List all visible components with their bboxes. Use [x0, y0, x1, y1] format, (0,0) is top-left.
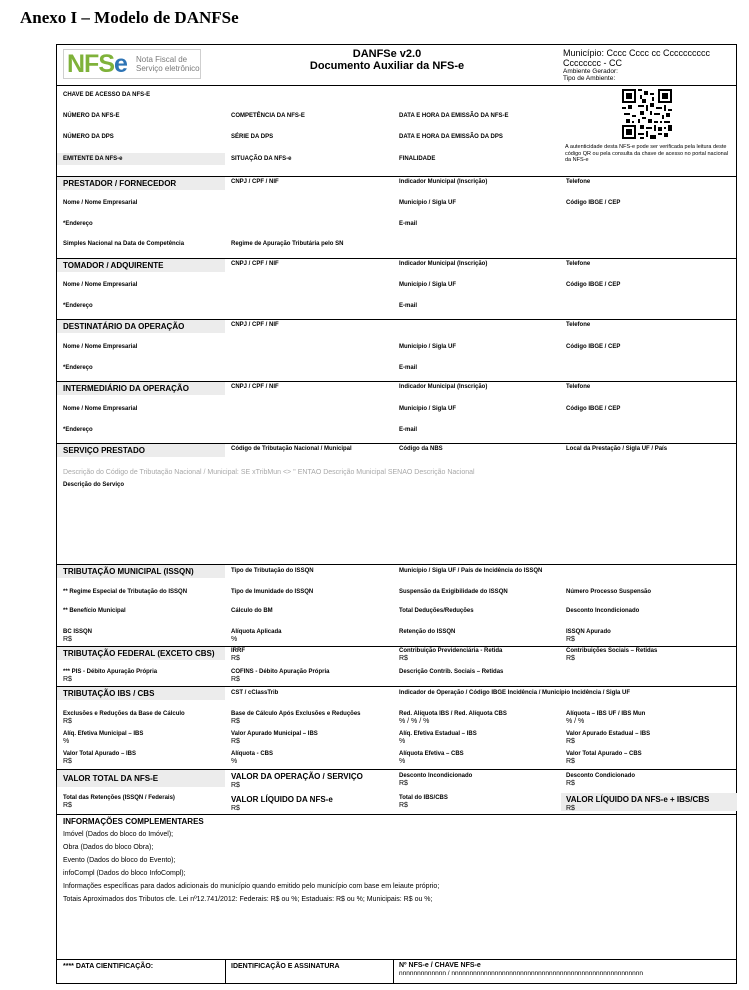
- servico-local: Local da Prestação / Sigla UF / País: [566, 446, 668, 452]
- logo-subtitle-2: Serviço eletrônico: [136, 64, 200, 73]
- info-line-5: Informações específicas para dados adicionais do município quando emitido pelo município com base em leiaute próprio;: [63, 883, 440, 890]
- prestador-nome: Nome / Nome Empresarial: [63, 200, 138, 206]
- footer-num-chave: Nº NFS-e / CHAVE NFS-e: [399, 962, 481, 969]
- ibs-red-aliq: Red. Alíquota IBS / Red. Alíquota CBS: [399, 711, 507, 717]
- competencia-label: COMPETÊNCIA DA NFS-E: [231, 113, 305, 119]
- tomador-email: E-mail: [399, 303, 418, 309]
- tomador-nome: Nome / Nome Empresarial: [63, 282, 138, 288]
- totais-ibs-cbs-value: R$: [399, 802, 408, 809]
- ibs-valor-total: Valor Total Apurado – IBS: [63, 751, 137, 757]
- header-title-block: [237, 48, 537, 72]
- nfse-logo: [63, 49, 201, 79]
- issqn-suspensao: Suspensão da Exigibilidade do ISSQN: [399, 589, 508, 595]
- servico-cod-trib: Código de Tributação Nacional / Municipal: [231, 446, 352, 452]
- info-line-6: Totais Aproximados dos Tributos cfe. Lei nº12.741/2012: Federais: R$ ou %; Estaduais: R$ ou %; Municipais: R$ ou %;: [63, 896, 433, 903]
- issqn-regime-esp: ** Regime Especial de Tributação do ISSQN: [63, 589, 188, 595]
- tipo-ambiente: Tipo de Ambiente:: [563, 75, 616, 82]
- info-section-title: INFORMAÇÕES COMPLEMENTARES: [63, 817, 204, 826]
- issqn-tipo-imun: Tipo de Imunidade do ISSQN: [231, 589, 314, 595]
- prestador-section-title: PRESTADOR / FORNECEDOR: [57, 177, 225, 190]
- federal-cofins-value: R$: [231, 676, 240, 683]
- prestador-telefone: Telefone: [566, 179, 591, 185]
- ibs-valor-apur-est-value: R$: [566, 738, 575, 745]
- ambiente-gerador: Ambiente Gerador:: [563, 68, 618, 75]
- data-emissao-nfse-label: DATA E HORA DA EMISSÃO DA NFS-E: [399, 113, 509, 119]
- totais-desc-cond-value: R$: [566, 780, 575, 787]
- logo-e-text: e: [114, 50, 127, 78]
- federal-irrf: IRRF: [231, 648, 245, 654]
- info-line-3: Evento (Dados do bloco do Evento);: [63, 857, 176, 864]
- info-line-2: Obra (Dados do bloco Obra);: [63, 844, 154, 851]
- totais-valor-operacao: VALOR DA OPERAÇÃO / SERVIÇO: [231, 772, 363, 781]
- federal-pis: *** PIS - Débito Apuração Própria: [63, 669, 158, 675]
- danfse-form: [56, 44, 737, 984]
- footer-identificacao-assinatura: IDENTIFICAÇÃO E ASSINATURA: [231, 963, 340, 970]
- cbs-aliquota: Alíquota - CBS: [231, 751, 273, 757]
- federal-desc-contrib: Descrição Contrib. Sociais – Retidas: [399, 669, 504, 675]
- issqn-apurado-value: R$: [566, 636, 575, 643]
- issqn-bc: BC ISSQN: [63, 629, 93, 635]
- federal-contrib-sociais-value: R$: [566, 655, 575, 662]
- servico-descricao: Descrição do Serviço: [63, 482, 125, 488]
- footer-data-cientificacao: **** DATA CIENTIFICAÇÃO:: [63, 963, 154, 970]
- destinatario-telefone: Telefone: [566, 322, 591, 328]
- servico-cod-nbs: Código da NBS: [399, 446, 443, 452]
- federal-contrib-prev-value: R$: [399, 655, 408, 662]
- issqn-retencao: Retenção do ISSQN: [399, 629, 456, 635]
- federal-contrib-prev: Contribuição Previdenciária - Retida: [399, 648, 503, 654]
- header-title: DANFSe v2.0: [352, 48, 422, 60]
- issqn-aliquota: Alíquota Aplicada: [231, 629, 282, 635]
- totais-section-title: VALOR TOTAL DA NFS-E: [57, 770, 225, 787]
- prestador-email: E-mail: [399, 221, 418, 227]
- totais-desc-incond-value: R$: [399, 780, 408, 787]
- header-divider: [57, 85, 736, 86]
- intermediario-cnpj: CNPJ / CPF / NIF: [231, 384, 279, 390]
- document-title: Anexo I – Modelo de DANFSe: [20, 8, 239, 27]
- prestador-indicador: Indicador Municipal (Inscrição): [399, 179, 488, 185]
- destinatario-endereco: *Endereço: [63, 365, 93, 371]
- ibs-exclusoes-value: R$: [63, 718, 72, 725]
- ibs-section-title: TRIBUTAÇÃO IBS / CBS: [57, 687, 225, 700]
- cbs-valor-total: Valor Total Apurado – CBS: [566, 751, 642, 757]
- ibs-base-calc: Base de Cálculo Após Exclusões e Reduções: [231, 711, 361, 717]
- tomador-ibge: Código IBGE / CEP: [566, 282, 621, 288]
- ibs-valor-apur-mun-value: R$: [231, 738, 240, 745]
- totais-ibs-cbs: Total do IBS/CBS: [399, 795, 448, 801]
- tomador-cnpj: CNPJ / CPF / NIF: [231, 261, 279, 267]
- logo-nfs-text: NFS: [67, 50, 114, 78]
- ibs-aliq-ef-mun: Alíq. Efetiva Municipal – IBS: [63, 731, 144, 737]
- issqn-section-title: TRIBUTAÇÃO MUNICIPAL (ISSQN): [57, 565, 225, 578]
- ibs-aliq-ef-mun-value: %: [63, 738, 70, 745]
- emitente-label: EMITENTE DA NFS-e: [63, 156, 123, 162]
- servico-section-title: SERVIÇO PRESTADO: [57, 444, 225, 457]
- prestador-cnpj: CNPJ / CPF / NIF: [231, 179, 279, 185]
- ibs-exclusoes: Exclusões e Reduções da Base de Cálculo: [63, 711, 185, 717]
- issqn-municipio-inc: Município / Sigla UF / País de Incidência do ISSQN: [399, 568, 543, 574]
- qr-code-icon: [622, 89, 672, 139]
- tomador-telefone: Telefone: [566, 261, 591, 267]
- totais-valor-liq-ibs-value: R$: [566, 805, 575, 812]
- intermediario-telefone: Telefone: [566, 384, 591, 390]
- prestador-endereco: *Endereço: [63, 221, 93, 227]
- destinatario-nome: Nome / Nome Empresarial: [63, 344, 138, 350]
- logo-subtitle-1: Nota Fiscal de: [136, 55, 188, 64]
- totais-valor-liquido-value: R$: [231, 805, 240, 812]
- issqn-tipo-trib: Tipo de Tributação do ISSQN: [231, 568, 314, 574]
- federal-cofins: COFINS - Débito Apuração Própria: [231, 669, 330, 675]
- federal-irrf-value: R$: [231, 655, 240, 662]
- issqn-bc-value: R$: [63, 636, 72, 643]
- tomador-indicador: Indicador Municipal (Inscrição): [399, 261, 488, 267]
- header-subtitle: Documento Auxiliar da NFS-e: [309, 60, 465, 72]
- prestador-municipio: Município / Sigla UF: [399, 200, 456, 206]
- tomador-section-title: TOMADOR / ADQUIRENTE: [57, 259, 225, 272]
- tomador-endereco: *Endereço: [63, 303, 93, 309]
- prestador-regime: Regime de Apuração Tributária pelo SN: [231, 241, 344, 247]
- serie-dps-label: SÉRIE DA DPS: [231, 134, 274, 140]
- issqn-num-proc: Número Processo Suspensão: [566, 589, 652, 595]
- ibs-valor-apur-mun: Valor Apurado Municipal – IBS: [231, 731, 318, 737]
- ibs-aliq-uf-mun-value: % / %: [566, 718, 585, 725]
- federal-contrib-sociais: Contribuições Sociais – Retidas: [566, 648, 658, 654]
- municipio-line-2: Cccccccc - CC: [563, 58, 622, 68]
- info-line-1: Imóvel (Dados do bloco do Imóvel);: [63, 831, 174, 838]
- intermediario-endereco: *Endereço: [63, 427, 93, 433]
- intermediario-municipio: Município / Sigla UF: [399, 406, 456, 412]
- numero-dps-label: NÚMERO DA DPS: [63, 134, 114, 140]
- issqn-beneficio: ** Benefício Municipal: [63, 608, 126, 614]
- federal-pis-value: R$: [63, 676, 72, 683]
- intermediario-ibge: Código IBGE / CEP: [566, 406, 621, 412]
- destinatario-cnpj: CNPJ / CPF / NIF: [231, 322, 279, 328]
- ibs-base-calc-value: R$: [231, 718, 240, 725]
- cbs-valor-total-value: R$: [566, 758, 575, 765]
- ibs-aliq-uf-mun: Alíquota – IBS UF / IBS Mun: [566, 711, 646, 717]
- intermediario-indicador: Indicador Municipal (Inscrição): [399, 384, 488, 390]
- servico-desc-codigo: Descrição do Código de Tributação Nacional / Municipal: SE xTribMun <> '' ENTAO Descrição Municipal SENAO Descrição Nacional: [63, 469, 475, 476]
- cbs-aliq-efetiva-value: %: [399, 758, 406, 765]
- finalidade-label: FINALIDADE: [399, 156, 436, 162]
- destinatario-section-title: DESTINATÁRIO DA OPERAÇÃO: [57, 320, 225, 333]
- totais-valor-liquido: VALOR LÍQUIDO DA NFS-e: [231, 795, 333, 804]
- totais-desc-cond: Desconto Condicionado: [566, 773, 635, 779]
- totais-total-ret-value: R$: [63, 802, 72, 809]
- ibs-valor-apur-est: Valor Apurado Estadual – IBS: [566, 731, 651, 737]
- prestador-simples: Simples Nacional na Data de Competência: [63, 241, 185, 247]
- tomador-municipio: Município / Sigla UF: [399, 282, 456, 288]
- cbs-aliquota-value: %: [231, 758, 238, 765]
- issqn-calculo-bm: Cálculo do BM: [231, 608, 273, 614]
- info-line-4: infoCompl (Dados do bloco InfoCompl);: [63, 870, 186, 877]
- numero-nfse-label: NÚMERO DA NFS-E: [63, 113, 120, 119]
- totais-valor-liq-ibs: VALOR LÍQUIDO DA NFS-e + IBS/CBS: [566, 795, 710, 804]
- ibs-red-aliq-value: % / % / %: [399, 718, 430, 725]
- destinatario-email: E-mail: [399, 365, 418, 371]
- issqn-apurado: ISSQN Apurado: [566, 629, 611, 635]
- totais-total-ret: Total das Retenções (ISSQN / Federais): [63, 795, 175, 801]
- data-emissao-dps-label: DATA E HORA DA EMISSÃO DA DPS: [399, 134, 503, 140]
- totais-desc-incond: Desconto Incondicionado: [399, 773, 473, 779]
- issqn-aliquota-value: %: [231, 636, 238, 643]
- issqn-total-ded: Total Deduções/Reduções: [399, 608, 474, 614]
- federal-section-title: TRIBUTAÇÃO FEDERAL (EXCETO CBS): [57, 647, 225, 660]
- intermediario-email: E-mail: [399, 427, 418, 433]
- ibs-aliq-ef-est-value: %: [399, 738, 406, 745]
- municipio-line-1: Município: Cccc Cccc cc Cccccccccc: [563, 48, 711, 58]
- totais-valor-operacao-value: R$: [231, 782, 240, 789]
- intermediario-section-title: INTERMEDIÁRIO DA OPERAÇÃO: [57, 382, 225, 395]
- ibs-aliq-ef-est: Alíq. Efetiva Estadual – IBS: [399, 731, 477, 737]
- qr-authenticity-text: A autenticidade desta NFS-e pode ser verificada pela leitura deste código QR ou pela consulta da chave de acesso no portal nacional da NFS-e: [565, 144, 728, 163]
- cbs-aliq-efetiva: Alíquota Efetiva – CBS: [399, 751, 464, 757]
- header-municipio: [563, 48, 735, 82]
- situacao-label: SITUAÇÃO DA NFS-e: [231, 156, 292, 162]
- ibs-valor-total-value: R$: [63, 758, 72, 765]
- prestador-ibge: Código IBGE / CEP: [566, 200, 621, 206]
- issqn-desc-incond: Desconto Incondicionado: [566, 608, 640, 614]
- chave-acesso-label: CHAVE DE ACESSO DA NFS-E: [63, 92, 151, 98]
- ibs-cst: CST / cClassTrib: [231, 690, 279, 696]
- ibs-indicador: Indicador de Operação / Código IBGE Incidência / Município Incidência / Sigla UF: [399, 690, 631, 696]
- destinatario-municipio: Município / Sigla UF: [399, 344, 456, 350]
- intermediario-nome: Nome / Nome Empresarial: [63, 406, 138, 412]
- destinatario-ibge: Código IBGE / CEP: [566, 344, 621, 350]
- footer-num-chave-value: nnnnnnnnnnnnn / nnnnnnnnnnnnnnnnnnnnnnnnnnnnnnnnnnnnnnnnnnnnnnnnnnnnn: [399, 970, 644, 977]
